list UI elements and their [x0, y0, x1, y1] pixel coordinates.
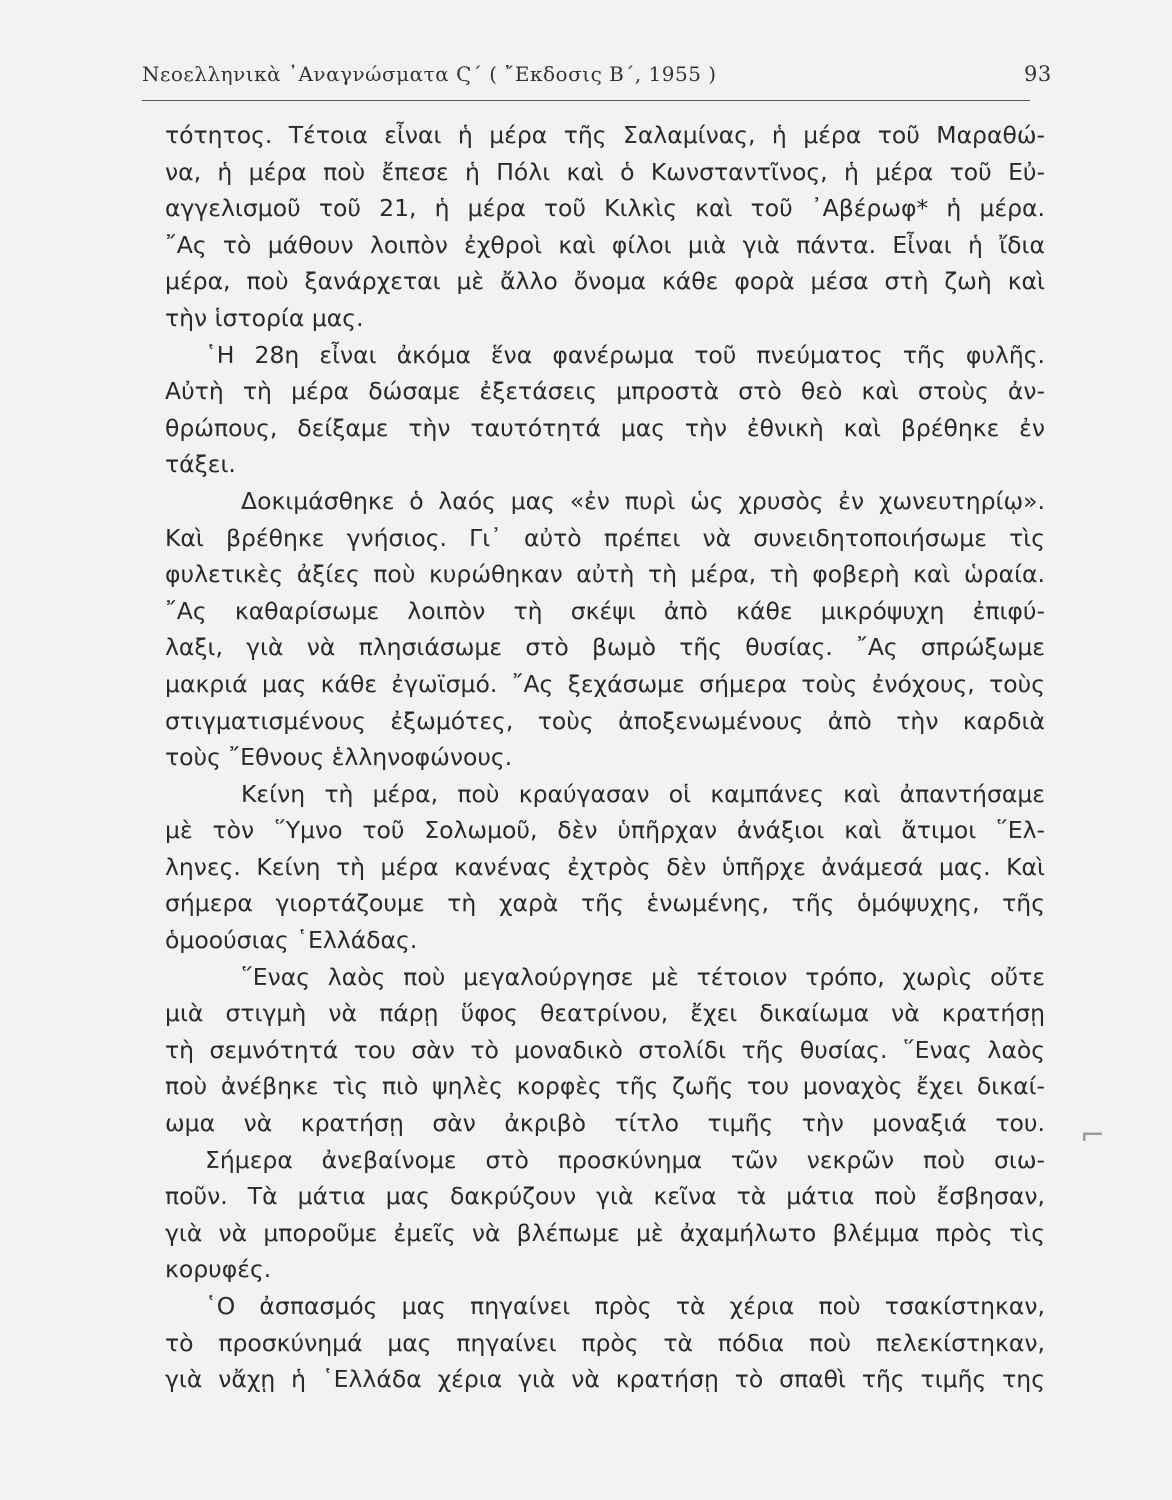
text-line: λαξι, γιὰ νὰ πλησιάσωμε στὸ βωμὸ τῆς θυσίας. ῎Ας σπρώξωμε — [165, 633, 1045, 662]
text-line: τότητος. Τέτοια εἶναι ἡ μέρα τῆς Σαλαμίνας, ἡ μέρα τοῦ Μαραθώ- — [165, 121, 1045, 149]
text-line: τάξει. — [165, 450, 236, 479]
text-line: Κείνη τὴ μέρα, ποὺ κραύγασαν οἱ καμπάνες καὶ ἀπαντήσαμε — [241, 779, 1045, 808]
paragraph — [165, 959, 1045, 1142]
text-line: θρώπους, δείξαμε τὴν ταυτότητά μας τὴν ἐθνικὴ καὶ βρέθηκε ἐν — [165, 413, 1045, 442]
margin-mark: ⌐ — [1080, 1118, 1106, 1153]
paragraph — [165, 1288, 1045, 1398]
text-line: ῾Η 28η εἶναι ἀκόμα ἕνα φανέρωμα τοῦ πνεύματος τῆς φυλῆς. — [205, 340, 1045, 369]
text-line: μέρα, ποὺ ξανάρχεται μὲ ἄλλο ὄνομα κάθε φορὰ μέσα στὴ ζωὴ καὶ — [165, 267, 1045, 296]
text-line: φυλετικὲς ἀξίες ποὺ κυρώθηκαν αὐτὴ τὴ μέρα, τὴ φοβερὴ καὶ ὡραία. — [165, 560, 1045, 589]
text-line: τὸ προσκύνημά μας πηγαίνει πρὸς τὰ πόδια ποὺ πελεκίστηκαν, — [165, 1328, 1045, 1357]
body-text — [165, 117, 1045, 1398]
text-line: Σήμερα ἀνεβαίνομε στὸ προσκύνημα τῶν νεκρῶν ποὺ σιω- — [205, 1145, 1045, 1174]
text-line: μιὰ στιγμὴ νὰ πάρῃ ὕφος θεατρίνου, ἔχει δικαίωμα νὰ κρατήσῃ — [165, 999, 1045, 1028]
text-line: Δοκιμάσθηκε ὁ λαός μας «ἐν πυρὶ ὡς χρυσὸς ἐν χωνευτηρίῳ». — [241, 486, 1045, 515]
page-number: 93 — [1024, 62, 1052, 86]
text-line: στιγματισμένους ἐξωμότες, τοὺς ἀποξενωμένους ἀπὸ τὴν καρδιὰ — [165, 706, 1045, 735]
paragraph — [165, 337, 1045, 483]
text-line: μακριά μας κάθε ἐγωϊσμό. ῎Ας ξεχάσωμε σήμερα τοὺς ἐνόχους, τοὺς — [165, 669, 1045, 698]
text-line: ῾Ο ἀσπασμός μας πηγαίνει πρὸς τὰ χέρια ποὺ τσακίστηκαν, — [205, 1292, 1045, 1320]
paragraph — [165, 1142, 1045, 1288]
running-title: Νεοελληνικὰ ᾿Αναγνώσματα Ϛ΄ ( ῎Εκδοσις Β΄, 1955 ) — [142, 62, 717, 86]
paragraph — [165, 776, 1045, 959]
text-line: σήμερα γιορτάζουμε τὴ χαρὰ τῆς ἑνωμένης, τῆς ὁμόψυχης, τῆς — [165, 889, 1045, 918]
text-line: ποὺ ἀνέβηκε τὶς πιὸ ψηλὲς κορφὲς τῆς ζωῆς του μοναχὸς ἔχει δικαί- — [165, 1072, 1045, 1101]
text-line: τὴ σεμνότητά του σὰν τὸ μοναδικὸ στολίδι τῆς θυσίας. ῞Ενας λαὸς — [165, 1035, 1045, 1064]
text-line: Καὶ βρέθηκε γνήσιος. Γι᾿ αὐτὸ πρέπει νὰ συνειδητοποιήσωμε τὶς — [165, 523, 1045, 552]
text-line: τοὺς ῎Εθνους ἑλληνοφώνους. — [165, 743, 513, 772]
text-line: κορυφές. — [165, 1255, 272, 1284]
text-line: Αὐτὴ τὴ μέρα δώσαμε ἐξετάσεις μπροστὰ στὸ θεὸ καὶ στοὺς ἀν- — [165, 377, 1045, 406]
text-line: ῎Ας καθαρίσωμε λοιπὸν τὴ σκέψι ἀπὸ κάθε μικρόψυχη ἐπιφύ- — [165, 596, 1045, 625]
text-line: γιὰ νἄχῃ ἡ ῾Ελλάδα χέρια γιὰ νὰ κρατήσῃ τὸ σπαθὶ τῆς τιμῆς της — [165, 1365, 1045, 1394]
text-line: ῎Ας τὸ μάθουν λοιπὸν ἐχθροὶ καὶ φίλοι μιὰ γιὰ πάντα. Εἶναι ἡ ἴδια — [165, 230, 1045, 259]
text-line: τὴν ἱστορία μας. — [165, 303, 364, 332]
text-line: ῞Ενας λαὸς ποὺ μεγαλούργησε μὲ τέτοιον τρόπο, χωρὶς οὔτε — [241, 962, 1045, 991]
text-line: αγγελισμοῦ τοῦ 21, ἡ μέρα τοῦ Κιλκὶς καὶ τοῦ ᾿Αβέρωφ* ἡ μέρα. — [165, 194, 1045, 223]
text-line: μὲ τὸν ῞Υμνο τοῦ Σολωμοῦ, δὲν ὑπῆρχαν ἀνάξιοι καὶ ἄτιμοι ῞Ελ- — [165, 816, 1045, 845]
text-line: γιὰ νὰ μποροῦμε ἐμεῖς νὰ βλέπωμε μὲ ἀχαμήλωτο βλέμμα πρὸς τὶς — [165, 1218, 1045, 1247]
paragraph — [165, 483, 1045, 776]
running-header — [142, 62, 1052, 86]
paragraph — [165, 117, 1045, 337]
text-line: να, ἡ μέρα ποὺ ἔπεσε ἡ Πόλι καὶ ὁ Κωνσταντῖνος, ἡ μέρα τοῦ Εὐ- — [165, 157, 1045, 186]
text-line: ὁμοούσιας ῾Ελλάδας. — [165, 926, 418, 955]
text-line: ωμα νὰ κρατήσῃ σὰν ἀκριβὸ τίτλο τιμῆς τὴν μοναξιά του. — [165, 1109, 1045, 1138]
text-line: ποῦν. Τὰ μάτια μας δακρύζουν γιὰ κεῖνα τὰ μάτια ποὺ ἔσβησαν, — [165, 1182, 1045, 1211]
header-rule — [142, 100, 1030, 101]
text-line: ληνες. Κείνη τὴ μέρα κανένας ἐχτρὸς δὲν ὑπῆρχε ἀνάμεσά μας. Καὶ — [165, 852, 1045, 881]
